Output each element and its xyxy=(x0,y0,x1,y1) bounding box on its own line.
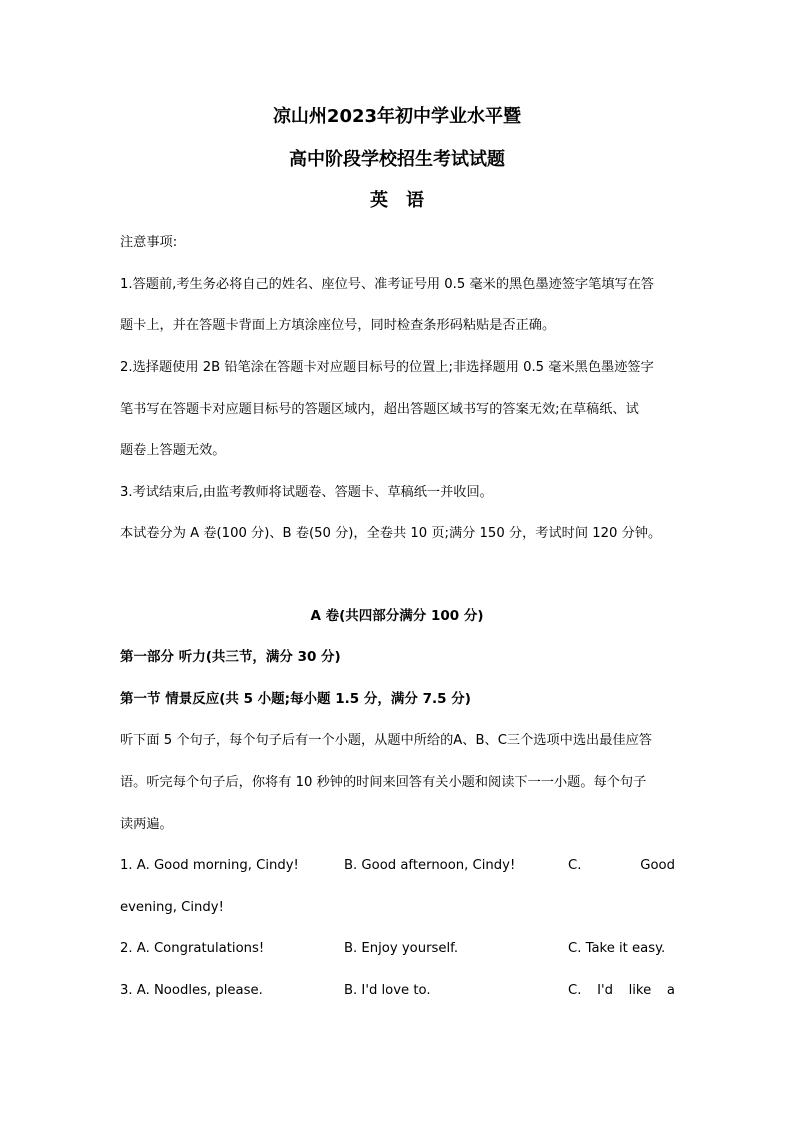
instruction-line3: 读两遍。 xyxy=(120,817,173,832)
q1-option-c-word: Good xyxy=(640,858,675,873)
q2-option-b: B. Enjoy yourself. xyxy=(344,941,459,956)
q2-option-a: 2. A. Congratulations! xyxy=(120,941,265,956)
q3-option-c-word3: a xyxy=(666,983,675,998)
q3-option-c-label: C. xyxy=(568,983,582,998)
q1-option-c-continued: evening, Cindy! xyxy=(120,900,224,915)
subject-title: 英 语 xyxy=(370,190,424,211)
notice-item1-line1: 1.答题前,考生务必将自己的姓名、座位号、准考证号用 0.5 毫米的黑色墨迹签字笔填写在答 xyxy=(120,277,655,292)
q3-option-a: 3. A. Noodles, please. xyxy=(120,983,263,998)
exam-title-line1: 凉山州2023年初中学业水平暨 xyxy=(272,106,522,127)
section-a-title: A 卷(共四部分满分 100 分) xyxy=(310,608,484,624)
notice-item1-line2: 题卡上，并在答题卡背面上方填涂座位号，同时检查条形码粘贴是否正确。 xyxy=(120,318,556,333)
q3-option-c-word2: like xyxy=(628,983,652,998)
q1-option-a: 1. A. Good morning, Cindy! xyxy=(120,858,299,873)
exam-title-line2: 高中阶段学校招生考试试题 xyxy=(289,149,505,170)
notice-item2-line3: 题卷上答题无效。 xyxy=(120,443,226,458)
q1-option-c xyxy=(568,859,675,872)
q3-option-c xyxy=(568,984,675,997)
section1-heading: 第一节 情景反应(共 5 小题;每小题 1.5 分，满分 7.5 分) xyxy=(120,691,471,707)
q3-option-c-word1: I'd xyxy=(597,983,613,998)
q2-option-c: C. Take it easy. xyxy=(568,941,666,956)
instruction-line1: 听下面 5 个句子，每个句子后有一个小题，从题中所给的A、B、C三个选项中选出最佳应答 xyxy=(120,733,652,748)
q3-option-b: B. I'd love to. xyxy=(344,983,431,998)
part1-heading: 第一部分 听力(共三节，满分 30 分) xyxy=(120,649,341,665)
instruction-line2: 语。听完每个句子后，你将有 10 秒钟的时间来回答有关小题和阅读下一一小题。每个句子 xyxy=(120,775,647,790)
q1-option-c-label: C. xyxy=(568,858,582,873)
exam-summary: 本试卷分为 A 卷(100 分)、B 卷(50 分)，全卷共 10 页;满分 150 分，考试时间 120 分钟。 xyxy=(120,526,662,541)
notice-heading: 注意事项: xyxy=(120,235,178,250)
notice-item2-line2: 笔书写在答题卡对应题目标号的答题区域内，超出答题区域书写的答案无效;在草稿纸、试 xyxy=(120,402,639,417)
notice-item3: 3.考试结束后,由监考教师将试题卷、答题卡、草稿纸一并收回。 xyxy=(120,485,493,500)
notice-item2-line1: 2.选择题使用 2B 铅笔涂在答题卡对应题目标号的位置上;非选择题用 0.5 毫米黑色墨迹签字 xyxy=(120,360,654,375)
q1-option-b: B. Good afternoon, Cindy! xyxy=(344,858,516,873)
